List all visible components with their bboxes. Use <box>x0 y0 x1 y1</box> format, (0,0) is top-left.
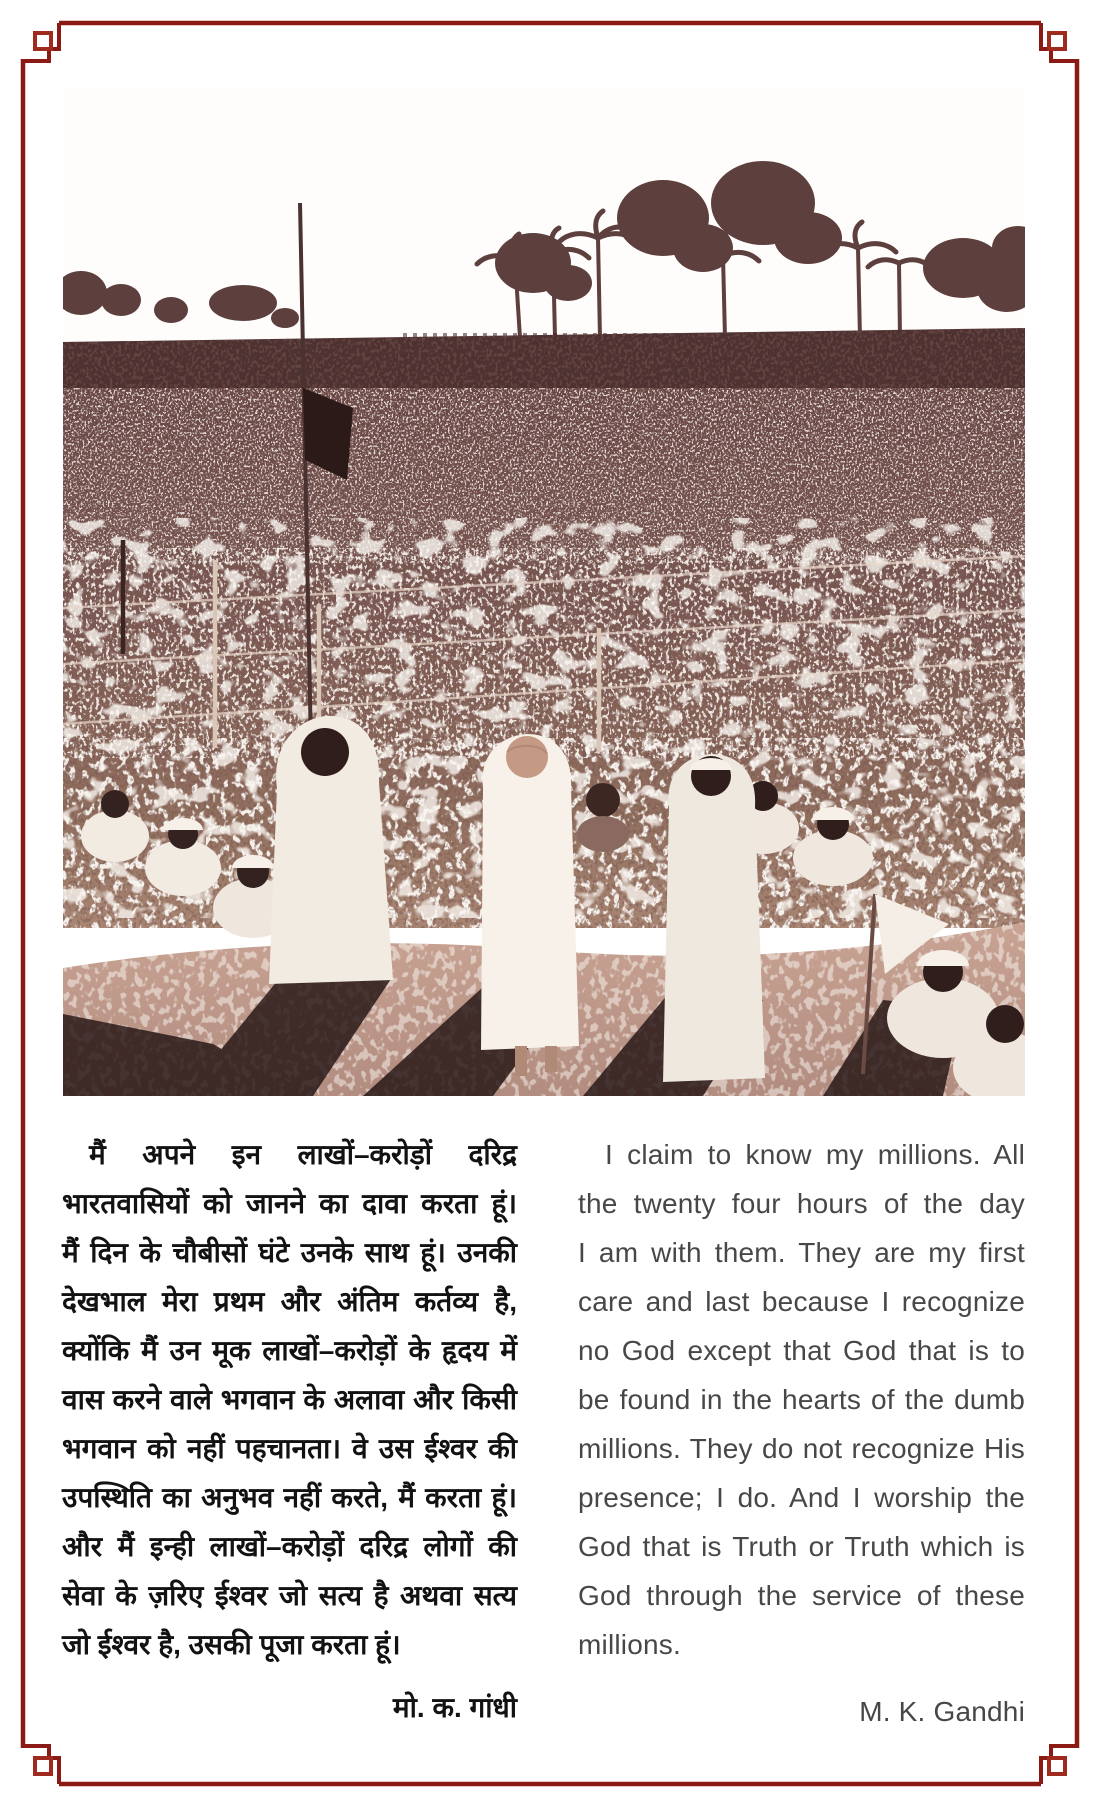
hindi-line: भारतवासियों को जानने का दावा करता हूं। <box>62 1188 517 1219</box>
corner-ornament-bottom-right <box>1041 1746 1077 1784</box>
hindi-line: जो ईश्वर है, उसकी पूजा करता हूं। <box>62 1629 401 1660</box>
hindi-line: क्योंकि मैं उन मूक लाखों–करोड़ों के हृदय में <box>62 1335 517 1366</box>
hindi-line: उपस्थिति का अनुभव नहीं करते, मैं करता हूं। <box>62 1482 517 1513</box>
hindi-attribution: मो. क. गांधी <box>392 1692 517 1723</box>
sky <box>63 88 1025 350</box>
hindi-line: सेवा के ज़रिए ईश्वर जो सत्य है अथवा सत्य <box>62 1580 517 1611</box>
english-line: I claim to know my millions. All <box>605 1139 1025 1170</box>
hindi-text-column <box>62 1130 517 1669</box>
white-robe-man-head <box>301 728 349 776</box>
corner-ornament-top-left <box>23 23 59 61</box>
hindi-line: भगवान को नहीं पहचानता। वे उस ईश्वर की <box>62 1433 517 1464</box>
hindi-line: देखभाल मेरा प्रथम और अंतिम कर्तव्य है, <box>62 1286 517 1317</box>
hindi-line: वास करने वाले भगवान के अलावा और किसी <box>62 1384 517 1415</box>
english-line: millions. <box>578 1629 681 1660</box>
english-line: no God except that God that is to <box>578 1335 1025 1366</box>
english-line: be found in the hearts of the dumb <box>578 1384 1025 1415</box>
english-line: God through the service of these <box>578 1580 1025 1611</box>
hindi-line: मैं अपने इन लाखों–करोड़ों दरिद्र <box>89 1139 517 1170</box>
english-line: God that is Truth or Truth which is <box>578 1531 1025 1562</box>
english-line: millions. They do not recognize His <box>578 1433 1025 1464</box>
gandhi-figure <box>481 734 579 1076</box>
english-line: the twenty four hours of the day <box>578 1188 1025 1219</box>
english-line: care and last because I recognize <box>578 1286 1025 1317</box>
english-line: presence; I do. And I worship the <box>578 1482 1025 1513</box>
white-shirt-man <box>663 754 765 1082</box>
english-line: I am with them. They are my first <box>578 1237 1025 1268</box>
corner-ornament-bottom-left <box>23 1746 59 1784</box>
english-attribution: M. K. Gandhi <box>859 1696 1025 1727</box>
english-text-column <box>578 1130 1025 1669</box>
crowd-photograph <box>63 88 1025 1096</box>
hindi-line: और मैं इन्ही लाखों–करोड़ों दरिद्र लोगों की <box>62 1531 517 1562</box>
gandhi-head <box>506 736 548 778</box>
crowd-photograph-scene <box>63 88 1025 1096</box>
hindi-line: मैं दिन के चौबीसों घंटे उनके साथ हूं। उनकी <box>62 1237 517 1268</box>
corner-ornament-top-right <box>1041 23 1077 61</box>
